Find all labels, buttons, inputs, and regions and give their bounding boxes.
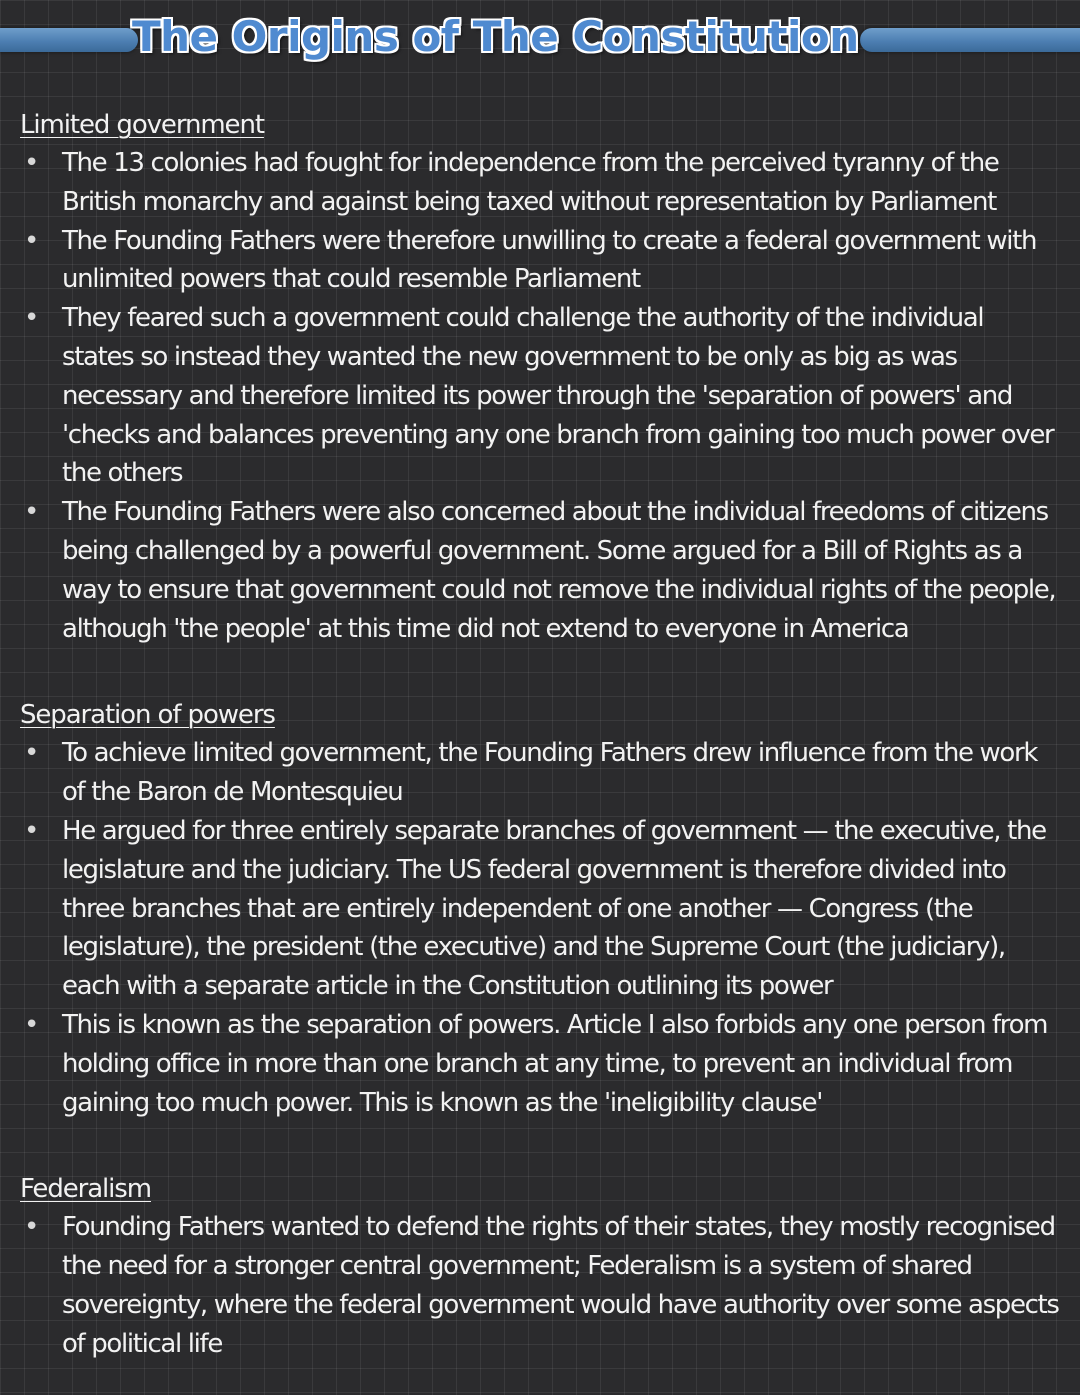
bullet-dot-icon: • [24, 497, 38, 528]
bullet-dot-icon: • [24, 225, 38, 256]
section-heading: Federalism [20, 1174, 151, 1205]
bullet-text: They feared such a government could challenge the authority of the individual states so instead they wanted the new government to be only as big as was necessary and therefore limited its power through the 'separation of powers' and 'checks and balances preventing any one branch from gaining too much power over the others [62, 303, 1054, 489]
bullet-item [20, 222, 1060, 300]
notes-content [20, 106, 1060, 1364]
title-band-left [0, 28, 138, 52]
section-limited-government [20, 106, 1060, 648]
bullet-item [20, 144, 1060, 222]
bullet-text: The Founding Fathers were therefore unwilling to create a federal government with unlimited powers that could resemble Parliament [62, 225, 1037, 295]
page-title: The Origins of The Constitution [132, 12, 859, 61]
bullet-text: He argued for three entirely separate branches of government — the executive, the legislature and the judiciary. The US federal government is therefore divided into three branches that are entirely independent of one another — Congress (the legislature), the president (the executive) and the Supreme Court (the judiciary), each with a separate article in the Constitution outlining its power [62, 815, 1046, 1002]
bullet-dot-icon: • [24, 1212, 38, 1243]
bullet-text: The Founding Fathers were also concerned about the individual freedoms of citizens being challenged by a powerful government. Some argued for a Bill of Rights as a way to ensure that government could not remove the individual rights of the people, although 'the people' at this time did not extend to everyone in America [62, 497, 1056, 644]
bullet-dot-icon: • [24, 815, 38, 846]
title-banner [0, 12, 1080, 62]
bullet-text: Founding Fathers wanted to defend the rights of their states, they mostly recognised the need for a stronger central government; Federalism is a system of shared sovereignty, where the federal government would have authority over some aspects of political life [62, 1212, 1059, 1359]
bullet-item [20, 299, 1060, 493]
bullet-text: To achieve limited government, the Founding Fathers drew influence from the work of the Baron de Montesquieu [62, 738, 1038, 808]
bullet-item [20, 493, 1060, 648]
bullet-dot-icon: • [24, 303, 38, 334]
title-band-right [860, 28, 1080, 52]
section-separation-of-powers [20, 696, 1060, 1122]
bullet-item [20, 1006, 1060, 1122]
bullet-list [20, 1208, 1060, 1363]
bullet-dot-icon: • [24, 1009, 38, 1040]
bullet-list [20, 734, 1060, 1122]
section-heading: Limited government [20, 110, 264, 140]
section-heading: Separation of powers [20, 700, 275, 731]
section-federalism [20, 1170, 1060, 1363]
bullet-text: The 13 colonies had fought for independence from the perceived tyranny of the British monarchy and against being taxed without representation by Parliament [62, 148, 999, 217]
bullet-text: This is known as the separation of powers. Article I also forbids any one person from holding office in more than one branch at any time, to prevent an individual from gaining too much power. This is known as the 'ineligibility clause' [62, 1009, 1048, 1118]
bullet-dot-icon: • [24, 738, 38, 769]
bullet-item [20, 734, 1060, 812]
bullet-item [20, 1208, 1060, 1363]
bullet-item [20, 812, 1060, 1006]
bullet-dot-icon: • [24, 148, 38, 178]
bullet-list [20, 144, 1060, 648]
